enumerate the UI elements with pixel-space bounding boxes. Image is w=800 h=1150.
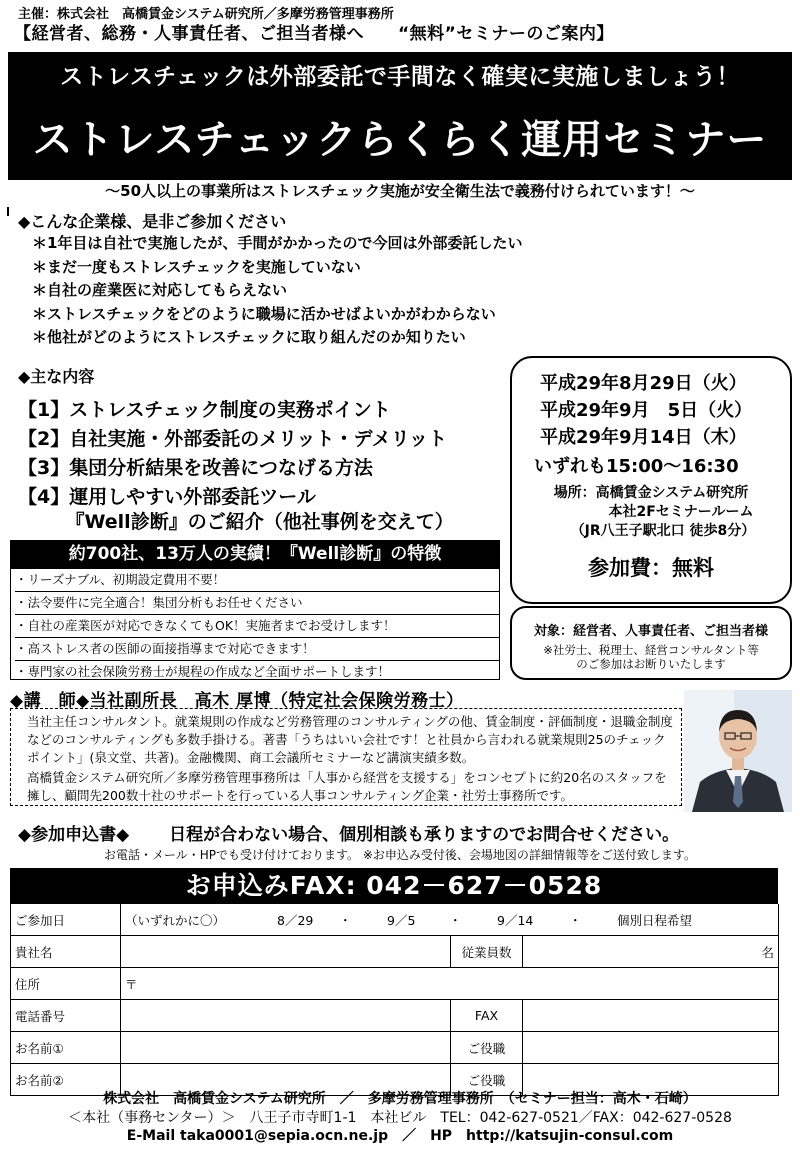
consult-note: 日程が合わない場合、個別相談も承りますのでお問合せください。 <box>169 825 680 845</box>
audience-header-left: 【経営者、総務・人事責任者、ご担当者様へ <box>14 24 364 44</box>
footer <box>0 1090 800 1146</box>
lecturer-section <box>10 686 682 806</box>
position2-label: ご役職 <box>451 1064 523 1096</box>
free-seminar-label: “無料”セミナーのご案内】 <box>398 24 614 44</box>
list-item: ＊他社がどのようにストレスチェックに取り組んだのか知りたい <box>32 328 466 347</box>
date-1: 平成29年8月29日（火） <box>540 373 747 394</box>
company-field[interactable] <box>121 936 451 968</box>
list-item: 【4】運用しやすい外部委託ツール <box>18 486 316 508</box>
venue-line: （JR八王子駅北口 徒歩8分） <box>570 523 756 539</box>
feature-item: ・リーズナブル、初期設定費用不要！ <box>15 569 499 592</box>
list-item: ＊まだ一度もストレスチェックを実施していない <box>32 257 361 276</box>
date-option-0829[interactable]: 8／29 <box>277 912 314 928</box>
schedule-time: いずれも15:00～16:30 <box>534 456 739 477</box>
list-item: 【2】自社実施・外部委託のメリット・デメリット <box>18 428 447 450</box>
feature-item: ・高ストレス者の医師の面接指導まで対応できます！ <box>15 638 499 661</box>
list-item: 『Well診断』のご紹介（他社事例を交えて） <box>18 511 454 533</box>
list-item: 【3】集団分析結果を改善につなげる方法 <box>18 457 373 479</box>
footer-address: ＜本社（事務センター）＞ 八王子市寺町1-1 本社ビル TEL：042-627-0521／FAX：042-627-0528 <box>68 1109 732 1126</box>
audience-note <box>512 643 790 671</box>
date-option-0914[interactable]: 9／14 <box>497 912 534 928</box>
lecturer-photo <box>684 690 792 812</box>
date-separator: ・ <box>339 912 352 928</box>
application-form <box>10 904 779 1096</box>
phone-label: 電話番号 <box>11 1000 121 1032</box>
employees-unit: 名 <box>761 944 775 960</box>
list-item: ＊自社の産業医に対応してもらえない <box>32 281 288 300</box>
banner-tagline: ストレスチェックは外部委託で手間なく確実に実施しましょう！ <box>60 64 740 90</box>
apply-heading-row <box>18 820 679 845</box>
apply-note: お電話・メール・HPでも受け付けております。 ※お申込み受付後、会場地図の詳細情報等をご送付致します。 <box>104 848 696 862</box>
audience-header <box>14 19 614 44</box>
fee: 参加費：無料 <box>588 556 714 580</box>
lecturer-box <box>10 708 682 806</box>
lecturer-bio: 当社主任コンサルタント。就業規則の作成など労務管理のコンサルティングの他、賃金制度・評価制度・退職金制度などのコンサルティングも多数手掛ける。著書「うちはいい会社です！と社員から言われる就業規則25のチェックポイント」(泉文堂、共著)。金融機関、商工会議所セミナーなど講演実績多数。 <box>27 714 673 765</box>
name1-field[interactable] <box>121 1032 451 1064</box>
employees-label: 従業員数 <box>451 936 523 968</box>
position1-field[interactable] <box>523 1032 779 1064</box>
company-label: 貴社名 <box>11 936 121 968</box>
list-item: ＊1年目は自社で実施したが、手間がかかったので今回は外部委託したい <box>32 234 523 252</box>
date-options[interactable] <box>121 904 779 936</box>
feature-item: ・専門家の社会保険労務士が規程の作成など全面サポートします！ <box>15 664 391 679</box>
feature-item: ・自社の産業医が対応できなくてもOK！実施者までお受けします！ <box>15 615 499 638</box>
date-separator: ・ <box>449 912 462 928</box>
date-3: 平成29年9月14日（木） <box>540 427 747 448</box>
fax-field[interactable] <box>523 1000 779 1032</box>
name1-label: お名前① <box>11 1032 121 1064</box>
audience-note-line: のご参加はお断りいたします <box>576 657 726 671</box>
audience-note-line: ※社労士、税理士、経営コンサルタント等 <box>543 643 759 657</box>
portrait-image <box>684 690 792 812</box>
date-label: ご参加日 <box>11 904 121 936</box>
company-description: 高橋賃金システム研究所／多摩労務管理事務所は「人事から経営を支援する」をコンセプトに約20名のスタッフを擁し、顧問先200数十社のサポートを行っている人事コンサルティング企業・社労士事務所です。 <box>27 770 667 803</box>
form-row-company <box>11 936 779 968</box>
fax-label: FAX <box>451 1000 523 1032</box>
feature-item: ・法令要件に完全適合！集団分析もお任せください <box>15 592 499 615</box>
content-list <box>18 396 454 537</box>
form-row-date <box>11 904 779 936</box>
form-row-name1 <box>11 1032 779 1064</box>
audience-box <box>510 606 792 680</box>
postal-mark: 〒 <box>125 976 138 992</box>
venue <box>512 484 790 541</box>
footer-company: 株式会社 高橋賃金システム研究所 ／ 多摩労務管理事務所 （セミナー担当：高木・石崎） <box>103 1091 697 1107</box>
lecturer-heading: ◆講 師◆当社副所長 高木 厚博（特定社会保険労務士） <box>10 691 464 711</box>
apply-heading: ◆参加申込書◆ <box>18 825 130 845</box>
list-item: ＊ストレスチェックをどのように職場に活かせばよいかがわからない <box>32 304 496 323</box>
seminar-title: ストレスチェックらくらく運用セミナー <box>32 117 768 163</box>
date-2: 平成29年9月 5日（火） <box>540 400 753 421</box>
position1-label: ご役職 <box>451 1032 523 1064</box>
date-option-0905[interactable]: 9／5 <box>387 912 416 928</box>
date-separator: ・ <box>569 912 582 928</box>
list-item: 【1】ストレスチェック制度の実務ポイント <box>18 399 391 421</box>
footer-contact[interactable]: E-Mail taka0001@sepia.ocn.ne.jp ／ HP http://katsujin-consul.com <box>126 1128 674 1144</box>
margin-mark <box>7 207 9 216</box>
features-heading: 約700社、13万人の実績！『Well診断』の特徴 <box>10 540 500 568</box>
schedule-box <box>510 356 792 604</box>
title-banner <box>8 52 792 180</box>
phone-field[interactable] <box>121 1000 451 1032</box>
fax-banner: お申込みFAX: 042－627－0528 <box>10 868 778 904</box>
form-row-phone <box>11 1000 779 1032</box>
address-field[interactable] <box>121 968 779 1000</box>
venue-line: 場所：高橋賃金システム研究所 <box>553 485 749 501</box>
organizer-line: 主催：株式会社 高橋賃金システム研究所／多摩労務管理事務所 <box>18 7 394 22</box>
legal-subtitle: ～50人以上の事業所はストレスチェック実施が安全衛生法で義務付けられています！～ <box>105 182 695 200</box>
audience-target: 対象：経営者、人事責任者、ご担当者様 <box>533 624 768 639</box>
date-choice-label: （いずれかに〇） <box>125 912 226 928</box>
schedule-dates <box>540 370 752 451</box>
venue-line: 本社2Fセミナールーム <box>608 504 754 520</box>
date-option-individual[interactable]: 個別日程希望 <box>617 912 693 928</box>
employees-field[interactable] <box>523 936 779 968</box>
content-heading: ◆主な内容 <box>18 367 95 386</box>
target-list <box>32 232 522 350</box>
features-list <box>10 568 500 680</box>
form-row-address <box>11 968 779 1000</box>
address-label: 住所 <box>11 968 121 1000</box>
target-heading: ◆こんな企業様、是非ご参加ください <box>18 212 287 231</box>
name2-label: お名前② <box>11 1064 121 1096</box>
